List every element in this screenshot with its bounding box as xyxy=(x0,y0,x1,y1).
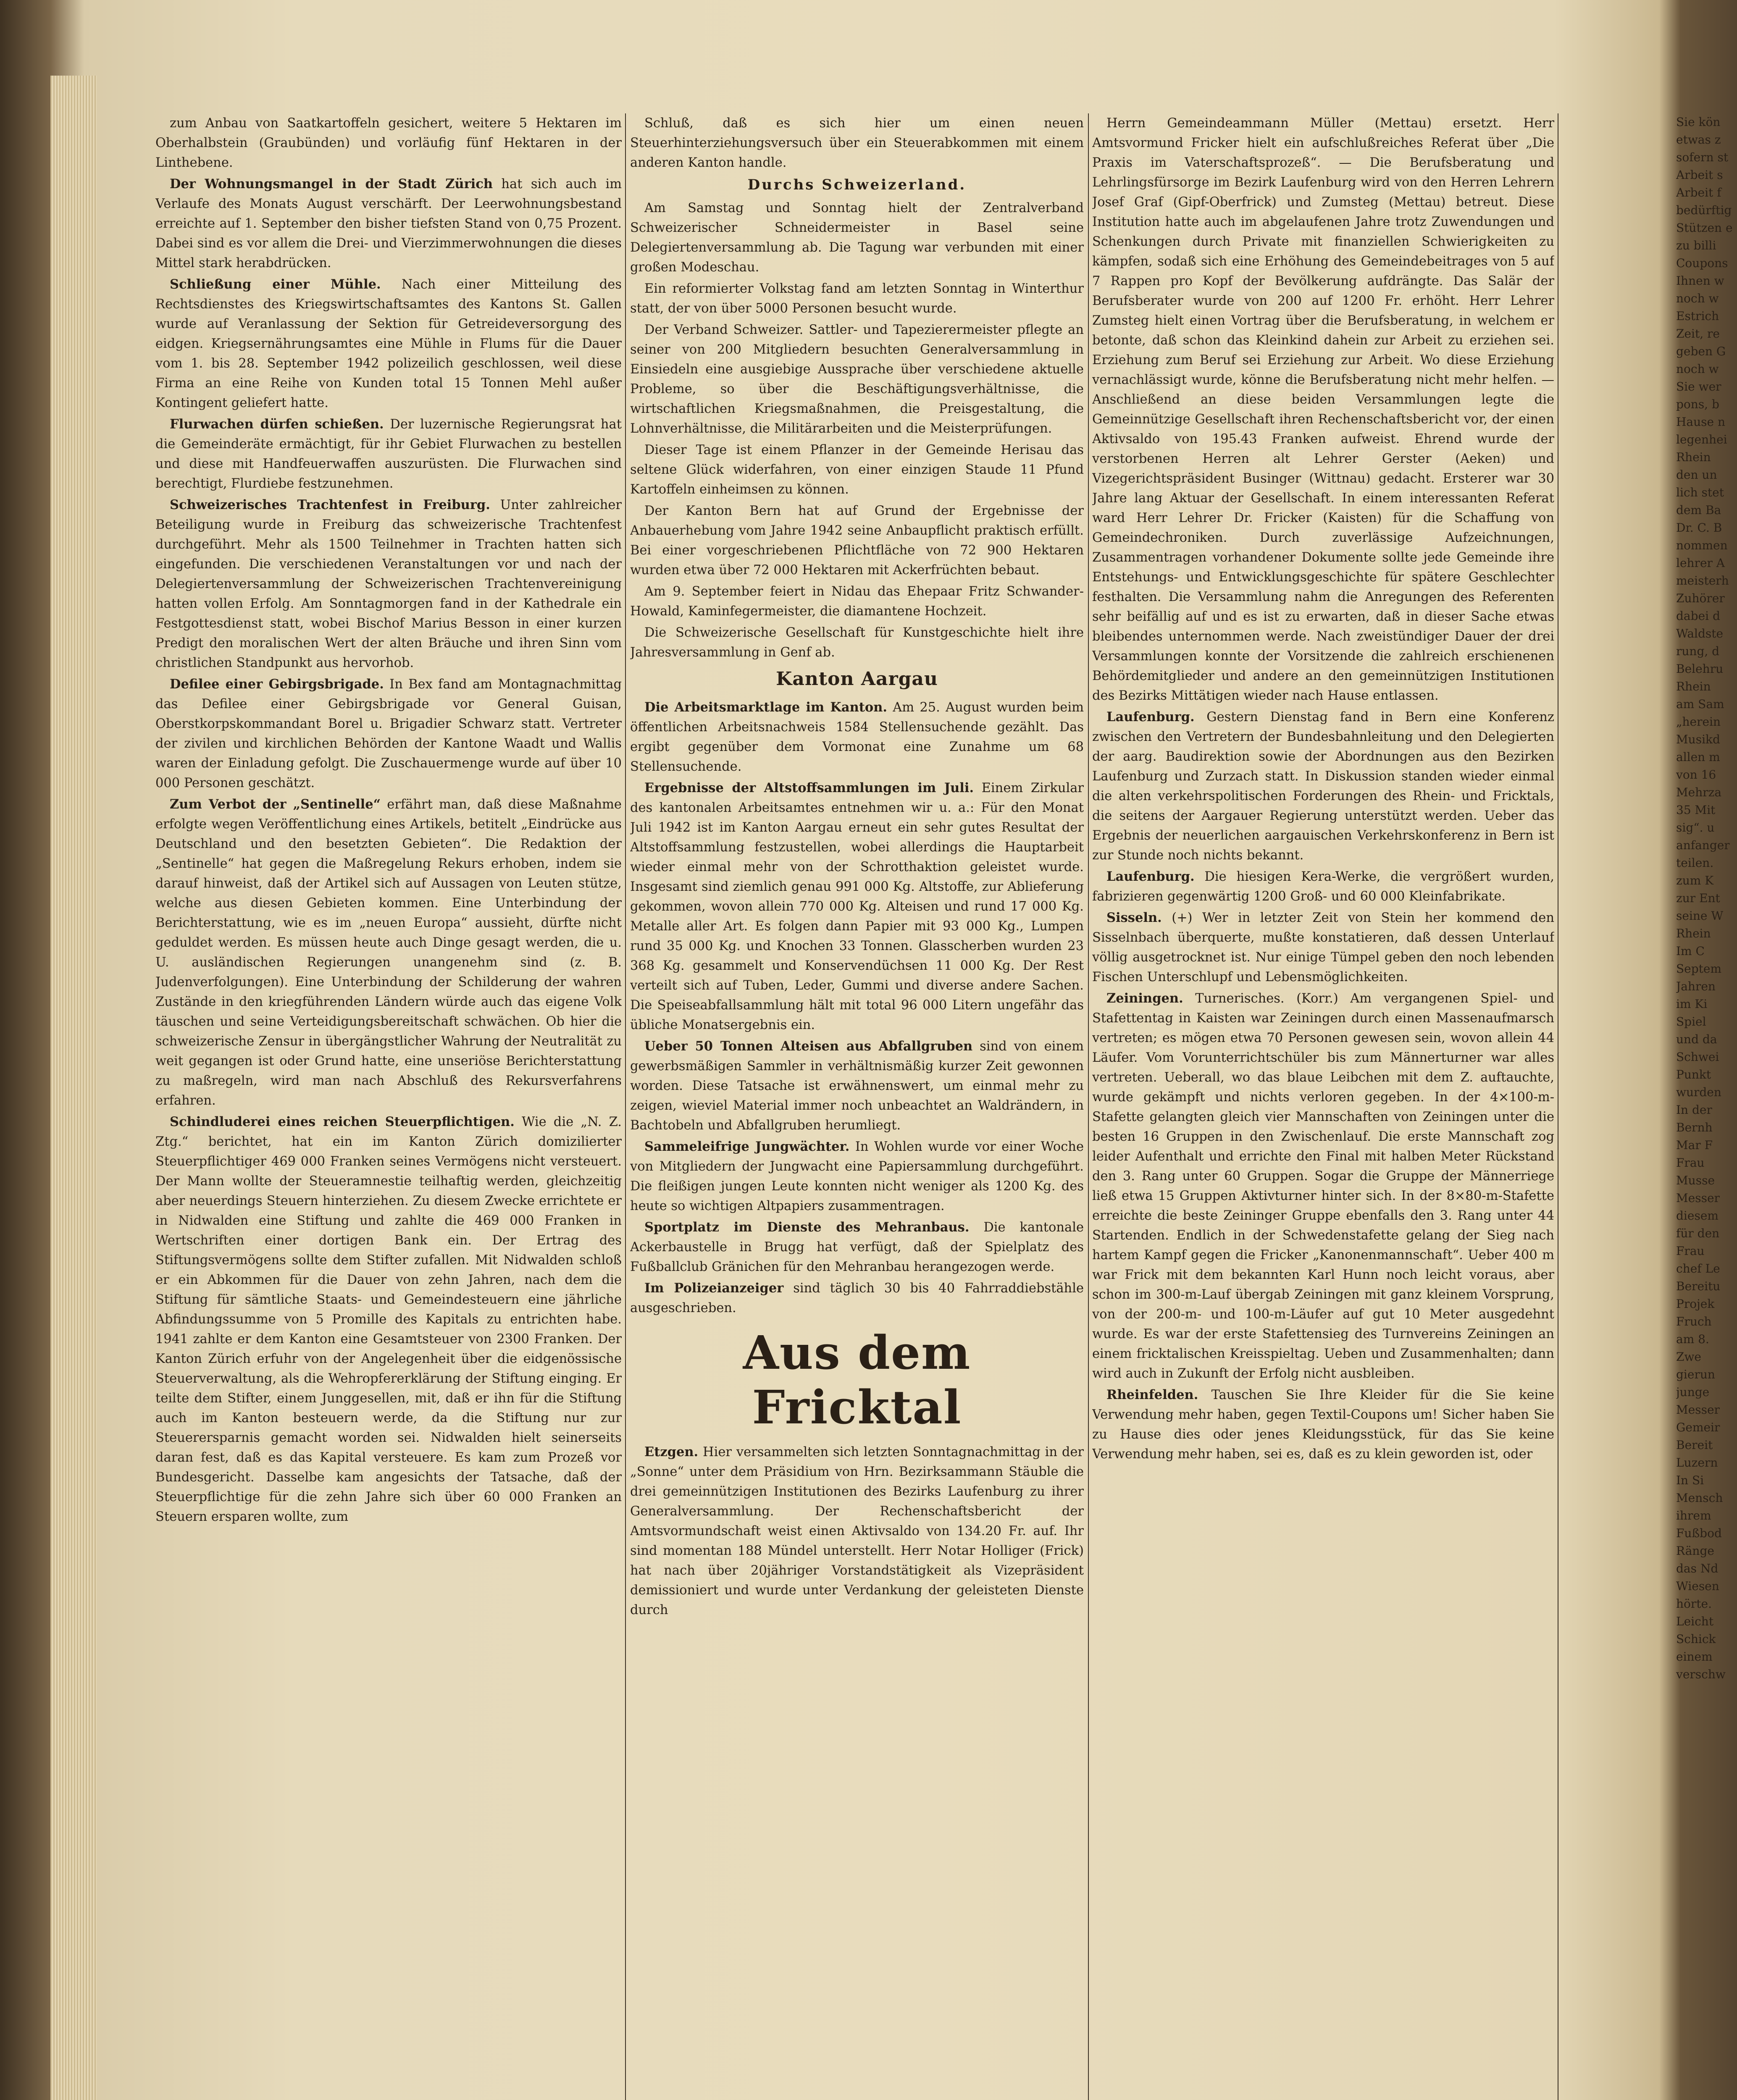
cut-off-line: junge xyxy=(1676,1385,1710,1399)
paragraph: Dieser Tage ist einem Pflanzer in der Gemeinde Herisau das seltene Glück widerfahren, von einer einzigen Staude 11 Pfund Kartoffeln einheimsen zu können. xyxy=(630,443,1084,497)
news-item-text: Wie die „N. Z. Ztg.“ berichtet, hat ein im Kanton Zürich domizilierter Steuerpflichtiger 469 000 Franken seines Vermögens nicht versteuert. Der Mann wollte der Steueramnestie teilhaftig werden, gleichzeitig aber neuerdings Steuern hinterziehen. Zu diesem Zwecke errichtete er in Nidwalden eine Stiftung und zahlte die 469 000 Franken in Wertschriften einer dortigen Bank ein. Der Ertrag des Stiftungsvermögens sollte dem Stifter zufallen. Mit Nidwalden schloß er ein Abkommen für die Dauer von zehn Jahren, nach dem die Stiftung für sämtliche Staats- und Gemeindesteuern eine jährliche Abfindungssumme von 5 Promille des Kapitals zu entrichten habe. 1941 zahlte er dem Kanton eine Gesamtsteuer von 2300 Franken. Der Kanton Zürich erfuhr von der Angelegenheit über die eidgenössische Steuerverwaltung, als die Wehropfererklärung der Stiftung einging. Er teilte dem Stifter, einem Junggesellen, mit, daß er ihn für die Stiftung auch im Kanton besteuern werde, da die Stiftung nur zur Steuerersparnis gemacht worden sei. Nidwalden hielt seinerseits daran fest, daß es das Kapital versteuere. Es kam zum Prozeß vor Bundesgericht. Dasselbe kam angesichts der Tatsache, daß der Steuerpflichtige für die zehn Jahre sich über 60 000 Franken an Steuern ersparen wollte, zum xyxy=(155,1115,622,1524)
cut-off-line: meisterh xyxy=(1676,574,1729,588)
section-heading-aargau: Kanton Aargau xyxy=(776,668,938,690)
news-item xyxy=(1092,867,1554,906)
news-item xyxy=(1092,113,1554,706)
cut-off-line: Musse xyxy=(1676,1173,1715,1187)
news-item-headline: Ueber 50 Tonnen Alteisen aus Abfallgruben xyxy=(644,1039,973,1054)
cut-off-line: bedürftig xyxy=(1676,203,1732,217)
bound-page-edges xyxy=(50,76,97,2100)
paragraph: Am Samstag und Sonntag hielt der Zentralverband Schweizerischer Schneidermeister in Basel seine Delegiertenversammlung ab. Die Tagung war verbunden mit einer großen Modeschau. xyxy=(630,201,1084,275)
news-item-text: zum Anbau von Saatkartoffeln gesichert, weitere 5 Hektaren im Oberhalbstein (Graubünden) und vorläufig fünf Hektaren in der Linthebene. xyxy=(155,116,622,170)
news-item-text: Einem Zirkular des kantonalen Arbeitsamtes entnehmen wir u. a.: Für den Monat Juli 1942 ist im Kanton Aargau erneut ein sehr gutes Resultat der Altstoffsammlung festzustellen, wobei allerdings die Hauptarbeit wieder einmal mehr von der Schrotthaktion geleistet wurde. Insgesamt sind ziemlich genau 991 000 Kg. Altstoffe, zur Ablieferung gekommen, wovon allein 770 000 Kg. Alteisen und rund 17 000 Kg. Metalle aller Art. Es folgen dann Papier mit 93 000 Kg., Lumpen rund 35 000 Kg. und Knochen 33 Tonnen. Glasscherben wurden 23 368 Kg. gesammelt und Konservendüchsen 11 000 Kg. Der Rest verteilt sich auf Tuben, Leder, Gummi und diverse andere Sachen. Die Speiseabfallsammlung hält mit total 96 000 Litern ungefähr das übliche Monatsergebnis ein. xyxy=(630,781,1084,1032)
cut-off-line: zum K xyxy=(1676,874,1714,887)
news-item-headline: Die Arbeitsmarktlage im Kanton. xyxy=(644,700,888,715)
news-item xyxy=(1092,908,1554,987)
cut-off-line: In der xyxy=(1676,1103,1712,1117)
cut-off-line: Rhein xyxy=(1676,450,1711,464)
news-column-2 xyxy=(630,113,1084,2100)
news-item-text: Der luzernische Regierungsrat hat die Gemeinderäte ermächtigt, für ihr Gebiet Flurwachen zu bestellen und diese mit Handfeuerwaffen auszurüsten. Die Flurwachen sind berechtigt, Flurdiebe festzunehmen. xyxy=(155,417,622,491)
section-heading-fricktal: Aus dem Fricktal xyxy=(743,1326,971,1434)
cut-off-line: rung, d xyxy=(1676,644,1720,658)
news-item xyxy=(155,495,622,673)
news-item-text: sind täglich 30 bis 40 Fahrraddiebstähle ausgeschrieben. xyxy=(630,1281,1084,1315)
news-item xyxy=(155,113,622,173)
news-item-headline: Laufenburg. xyxy=(1106,869,1195,884)
cut-off-line: Schick xyxy=(1676,1632,1716,1646)
cut-off-line: Rhein xyxy=(1676,680,1711,693)
cut-off-line: Bereit xyxy=(1676,1438,1713,1452)
news-item-headline: Ergebnisse der Altstoffsammlungen im Juli. xyxy=(644,780,974,795)
cut-off-line: Luzern xyxy=(1676,1456,1718,1470)
news-item-headline: Zum Verbot der „Sentinelle“ xyxy=(170,797,381,812)
news-item-text: Gestern Dienstag fand in Bern eine Konferenz zwischen den Vertretern der Bundesbahnleitung und den Delegierten der aarg. Baudirektion sowie der Abordnungen aus den Bezirken Laufenburg und Zurzach statt. In Diskussion standen wieder einmal die alten verkehrspolitischen Forderungen des Rhein- und Fricktals, die seitens der Aargauer Regierung unterstützt werden. Ueber das Ergebnis der neuerlichen aargauischen Verkehrskonferenz in Bern ist zur Stunde noch nichts bekannt. xyxy=(1092,710,1554,863)
cut-off-line: Zuhörer xyxy=(1676,591,1725,605)
news-item xyxy=(1092,1385,1554,1464)
news-item-text: In Bex fand am Montagnachmittag das Defilee einer Gebirgsbrigade vor General Guisan, Oberstkorpskommandant Borel u. Brigadier Schwarz statt. Vertreter der zivilen und kirchlichen Behörden der Kantone Waadt und Wallis waren der Einladung gefolgt. Die Zuschauermenge wurde auf über 10 000 Personen geschätzt. xyxy=(155,677,622,790)
cut-off-line: Arbeit f xyxy=(1676,186,1721,200)
cut-off-line: am Sam xyxy=(1676,697,1724,711)
cut-off-line: Waldste xyxy=(1676,627,1724,640)
cut-off-line: Wiesen xyxy=(1676,1579,1719,1593)
column-rule xyxy=(1088,113,1089,2100)
schweizerland-section xyxy=(630,198,1084,662)
news-item-headline: Etzgen. xyxy=(644,1444,699,1460)
news-item xyxy=(155,675,622,793)
news-item-text: Hier versammelten sich letzten Sonntagnachmittag in der „Sonne“ unter dem Präsidium von Hrn. Bezirksammann Stäuble die drei gemeinnützigen Institutionen des Bezirks Laufenburg zu ihrer Generalversammlung. Der Rechenschaftsbericht der Amtsvormundschaft weist einen Aktivsaldo von 134.20 Fr. auf. Ihr sind momentan 188 Mündel unterstellt. Herr Notar Holliger (Frick) hat nach über 20jähriger Vorstandstätigkeit als Vizepräsident demissioniert und wurde unter Verdankung der geleisteten Dienste durch xyxy=(630,1445,1084,1617)
cut-off-line: ihrem xyxy=(1676,1509,1711,1522)
cut-off-line: sig“. u xyxy=(1676,821,1715,835)
cut-off-line: legenhei xyxy=(1676,433,1727,446)
cut-off-line: Spiel xyxy=(1676,1015,1706,1029)
news-item-text: Die hiesigen Kera-Werke, die vergrößert wurden, fabrizieren gegenwärtig 1200 Groß- und 60 000 Kleinfabrikate. xyxy=(1092,869,1554,904)
cut-off-line: lehrer A xyxy=(1676,556,1725,570)
cut-off-line: am 8. xyxy=(1676,1332,1709,1346)
paragraph: Der Kanton Bern hat auf Grund der Ergebnisse der Anbauerhebung vom Jahre 1942 seine Anbaupflicht praktisch erfüllt. Bei einer vorgeschriebenen Pflichtfläche von 72 900 Hektaren wurden etwa über 72 000 Hektaren mit Ackerfrüchten bebaut. xyxy=(630,504,1084,578)
cut-off-line: das Nd xyxy=(1676,1562,1719,1575)
cut-off-line: Rhein xyxy=(1676,927,1711,940)
news-item-headline: Sammeleifrige Jungwächter. xyxy=(644,1139,850,1154)
cut-off-line: den un xyxy=(1676,468,1717,482)
news-column-3 xyxy=(1092,113,1554,2100)
cut-off-line: pons, b xyxy=(1676,397,1719,411)
news-item-headline: Sisseln. xyxy=(1106,910,1162,925)
cut-off-line: Ränge xyxy=(1676,1544,1714,1558)
article-text: Schluß, daß es sich hier um einen neuen Steuerhinterziehungsversuch über ein Steuerabkommen mit einem anderen Kanton handle. xyxy=(630,116,1084,170)
paragraph: Ein reformierter Volkstag fand am letzten Sonntag in Winterthur statt, der von über 5000 Personen besucht wurde. xyxy=(630,281,1084,316)
news-item-text: Herrn Gemeindeammann Müller (Mettau) ersetzt. Herr Amtsvormund Fricker hielt ein aufschlußreiches Referat über „Die Praxis im Vaterschaftsprozeß“. — Die Berufsberatung und Lehrlingsfürsorge im Bezirk Laufenburg wird von den Herren Lehrern Josef Graf (Gipf-Oberfrick) und Zumsteg (Mettau) betreut. Diese Institution hatte auch im abgelaufenen Jahre trotz Zuwendungen und Schenkungen durch Private mit finanziellen Schwierigkeiten zu kämpfen, sodaß sich eine Erhöhung des Gemeindebeitrages von 5 auf 7 Rappen pro Kopf der Bevölkerung aufdrängte. Das Salär der Berufsberater wurde von 200 auf 1200 Fr. erhöht. Herr Lehrer Zumsteg hielt einen Vortrag über die Berufsberatung, in welchem er betonte, daß schon das Kleinkind dahein zur Arbeit zu erziehen sei. Erziehung zum Beruf sei Erziehung zur Arbeit. Wo diese Erziehung vernachlässigt wurde, könne die Berufsberatung nicht mehr helfen. — Anschließend an diese beiden Versammlungen legte die Gemeinnützige Gesellschaft ihren Rechenschaftsbericht vor, der einen Aktivsaldo von 195.43 Franken aufweist. Ehrend wurde der verstorbenen Herren alt Lehrer Gerster (Aeken) und Vizegerichtspräsident Businger (Wittnau) gedacht. Ersterer war 30 Jahre lang Aktuar der Gesellschaft. In einem interessanten Referat ward Herr Lehrer Dr. Fricker (Kaisten) für die Schaffung von Gemeindechroniken. Durch zuverlässige Aufzeichnungen, Zusammentragen vorhandener Dokumente sollte jede Gemeinde ihre Entstehungs- und Entwicklungsgeschichte für spätere Geschlechter festhalten. Die Versammlung nahm die Anregungen des Referenten sehr beifällig auf und es ist zu erwarten, daß in dieser Sache etwas bleibendes unternommen werde. Nach zweistündiger Dauer der drei Versammlungen konnte der Vorsitzende die zahlreich erschienenen Behördemitglieder und andere an den gemeinnützigen Institutionen des Bezirks Mittätigen wieder nach Hause entlassen. xyxy=(1092,116,1554,703)
cut-off-line: sofern st xyxy=(1676,150,1729,164)
paragraph: Die Schweizerische Gesellschaft für Kunstgeschichte hielt ihre Jahresversammlung in Genf ab. xyxy=(630,625,1084,660)
news-item-headline: Im Polizeianzeiger xyxy=(644,1281,784,1296)
news-item-text: (+) Wer in letzter Zeit von Stein her kommend den Sisselnbach überquerte, mußte konstatieren, daß dessen Unterlauf völlig ausgetrocknet ist. Nur einige Tümpel geben den noch lebenden Fischen Unterschlupf und Lebensmöglichkeiten. xyxy=(1092,911,1554,984)
news-item xyxy=(630,1278,1084,1318)
cut-off-line: im Ki xyxy=(1676,997,1708,1011)
news-item-headline: Schindluderei eines reichen Steuerpflichtigen. xyxy=(170,1114,515,1129)
news-item-headline: Schweizerisches Trachtenfest in Freiburg. xyxy=(170,497,490,512)
cut-off-line: Musikd xyxy=(1676,732,1720,746)
cut-off-line: Bernh xyxy=(1676,1121,1713,1134)
news-item xyxy=(630,778,1084,1035)
column-rule xyxy=(625,113,626,2100)
news-item xyxy=(1092,707,1554,865)
cut-off-line: und da xyxy=(1676,1032,1717,1046)
cut-off-line: geben G xyxy=(1676,344,1726,358)
news-item-text: In Wohlen wurde vor einer Woche von Mitgliedern der Jungwacht eine Papiersammlung durchgeführt. Die fleißigen jungen Leute konnten nicht weniger als 1200 Kg. des heute so wichtigen Altpapiers zusammentragen. xyxy=(630,1139,1084,1213)
cut-off-line: Stützen e xyxy=(1676,221,1733,235)
news-item-text: Turnerisches. (Korr.) Am vergangenen Spiel- und Stafettentag in Kaisten war Zeiningen durch einen Massenaufmarsch vertreten; es mögen etwa 70 Personen gewesen sein, wovon allein 44 Läufer. Vom Vorunterrichtschüler bis zum Männerturner war alles vertreten. Ueberall, wo das blaue Leibchen mit dem Z. auftauchte, wurde gekämpft und nichts verloren gegeben. In der 4×100-m-Stafette gelangten gleich vier Mannschaften von Zeiningen unter die besten 16 Gruppen in den Zwischenlauf. Die erste Mannschaft zog leider Aufenthalt und errichte den Final mit halben Meter Rückstand den 3. Rang unter 60 Gruppen. Sogar die Gruppe der Männerriege ließ etwa 15 Gruppen Aktivturner hinter sich. In der 8×80-m-Stafette erreichte die beste Zeininger Gruppe ebenfalls den 3. Rang unter 44 Startenden. Endlich in der Schwedenstafette gelang der Sieg nach hartem Kampf gegen die Fricker „Kanonenmannschaft“. Ueber 400 m war Frick mit dem bekannten Karl Hunn noch leicht voraus, aber schon im 300-m-Lauf übergab Zeiningen mit ganz kleinem Vorsprung, von der 200-m- und 100-m-Läufer auf gut 10 Meter ausgedehnt wurde. Es war der erste Stafettensieg des Turnvereins Zeiningen an einem fricktalischen Kreisspieltag. Ueben und Zusammenhalten; dann wird auch in Zukunft der Erfolg nicht ausbleiben. xyxy=(1092,991,1554,1381)
paragraph: Am 9. September feiert in Nidau das Ehepaar Fritz Schwander-Howald, Kaminfegermeister, die diamantene Hochzeit. xyxy=(630,584,1084,619)
cut-off-line: Frau xyxy=(1676,1156,1705,1170)
cut-off-line: teilen. xyxy=(1676,856,1714,870)
cut-off-line: Septem xyxy=(1676,962,1722,976)
cut-off-line: zur Ent xyxy=(1676,891,1720,905)
cut-off-line: In Si xyxy=(1676,1473,1704,1487)
cut-off-line: Sie kön xyxy=(1676,115,1721,129)
news-item-text: Die kantonale Ackerbaustelle in Brugg hat verfügt, daß der Spielplatz des Fußballclub Gränichen für den Mehranbau herangezogen werde. xyxy=(630,1220,1084,1274)
cut-off-line: Frau xyxy=(1676,1244,1705,1258)
news-item-headline: Laufenburg. xyxy=(1106,709,1195,724)
cut-off-line: Dr. C. B xyxy=(1676,521,1722,535)
news-item xyxy=(630,1218,1084,1277)
news-item xyxy=(155,415,622,494)
cut-off-line: Fruch xyxy=(1676,1315,1712,1328)
cut-off-line: verschw xyxy=(1676,1667,1726,1681)
cut-off-line: Ihnen w xyxy=(1676,274,1724,288)
cut-off-line: Mensch xyxy=(1676,1491,1723,1505)
cut-off-line: Messer xyxy=(1676,1191,1720,1205)
news-item-text: Tauschen Sie Ihre Kleider für die Sie keine Verwendung mehr haben, gegen Textil-Coupons um! Sicher haben Sie zu Hause dies oder jenes Kleidungsstück, für das Sie keine Verwendung mehr haben, sei es, daß es zu klein geworden ist, oder xyxy=(1092,1388,1554,1462)
news-item-headline: Der Wohnungsmangel in der Stadt Zürich xyxy=(170,176,493,192)
cut-off-line: Punkt xyxy=(1676,1068,1711,1082)
cut-off-line: von 16 xyxy=(1676,768,1716,782)
aargau-section xyxy=(630,698,1084,1318)
fricktal-section xyxy=(630,1442,1084,1620)
news-item xyxy=(1092,989,1554,1383)
news-column-1 xyxy=(155,113,622,2100)
cut-off-line: Zwe xyxy=(1676,1350,1701,1364)
news-item-headline: Schließung einer Mühle. xyxy=(170,277,381,292)
cut-off-line: Arbeit s xyxy=(1676,168,1723,182)
news-item-text: Am 25. August wurden beim öffentlichen Arbeitsnachweis 1584 Stellensuchende gezählt. Das ergibt gegenüber dem Vormonat eine Zunahme um 68 Stellensuchende. xyxy=(630,700,1084,774)
news-item-text: erfährt man, daß diese Maßnahme erfolgte wegen Veröffentlichung eines Artikels, betitelt „Eindrücke aus Deutschland und den besetzten Gebieten“. Die Redaktion der „Sentinelle“ hat gegen die Maßregelung Rekurs erhoben, indem sie darauf hinweist, daß der Artikel sich auf Aussagen von Leuten stütze, welche aus diesen Gebieten kommen. Eine Unterbindung der Berichterstattung, wie es im „neuen Europa“ aussieht, dürfte nicht geduldet werden. Es müssen heute auch Dinge gesagt werden, die u. U. ausländischen Regierungen unangenehm sind (z. B. Judenverfolgungen). Eine Unterbindung der Schilderung der wahren Zustände in den kriegführenden Ländern würde auch das eigene Volk täuschen und seine Verteidigungsbereitschaft schwächen. Ob hier die schweizerische Zensur in übergängstlicher Wahrung der Neutralität zu weit gegangen ist oder Grund hatte, eine unseriöse Berichterstattung zu maßregeln, wird man nach Abschluß des Rekursverfahrens erfahren. xyxy=(155,797,622,1108)
news-item-headline: Defilee einer Gebirgsbrigade. xyxy=(170,677,384,692)
cut-off-line: „herein xyxy=(1676,715,1721,729)
cut-off-line: gierun xyxy=(1676,1368,1715,1381)
paragraph: Der Verband Schweizer. Sattler- und Tapezierermeister pflegte an seiner von 200 Mitgliedern besuchten Generalversammlung in Einsiedeln eine ausgiebige Aussprache über verschiedene aktuelle Probleme, so über die Beschäftigungsverhältnisse, die wirtschaftlichen Kriegsmaßnahmen, die Preisgestaltung, die Lohnverhältnisse, die Militärarbeiten und die Meisterprüfungen. xyxy=(630,323,1084,436)
news-item-headline: Flurwachen dürfen schießen. xyxy=(170,417,384,432)
cut-off-line: Projek xyxy=(1676,1297,1715,1311)
cut-off-line: chef Le xyxy=(1676,1262,1720,1276)
cut-off-line: Sie wer xyxy=(1676,380,1721,394)
cut-off-line: Leicht xyxy=(1676,1614,1714,1628)
cut-off-line: nommen xyxy=(1676,538,1728,552)
cut-off-line: Schwei xyxy=(1676,1050,1719,1064)
cut-off-line: Bereitu xyxy=(1676,1279,1721,1293)
cut-off-line: für den xyxy=(1676,1226,1720,1240)
cut-off-line: einem xyxy=(1676,1650,1713,1664)
cut-off-line: wurden xyxy=(1676,1085,1721,1099)
news-item xyxy=(630,1037,1084,1135)
news-item xyxy=(155,795,622,1110)
cut-off-line: lich stet xyxy=(1676,486,1724,499)
next-page-edge-column xyxy=(1676,113,1737,2100)
news-item-headline: Sportplatz im Dienste des Mehranbaus. xyxy=(644,1220,970,1235)
cut-off-line: noch w xyxy=(1676,291,1719,305)
news-item xyxy=(630,1442,1084,1620)
cut-off-line: Coupons xyxy=(1676,256,1728,270)
cut-off-line: allen m xyxy=(1676,750,1720,764)
news-item xyxy=(155,275,622,413)
cut-off-line: hörte. xyxy=(1676,1597,1712,1611)
cut-off-line: etwas z xyxy=(1676,133,1721,147)
cut-off-line: Gemeir xyxy=(1676,1420,1720,1434)
cut-off-line: seine W xyxy=(1676,909,1724,923)
cut-off-line: Zeit, re xyxy=(1676,327,1720,341)
cut-off-line: Messer xyxy=(1676,1403,1720,1417)
cut-off-line: dem Ba xyxy=(1676,503,1721,517)
cut-off-line: Belehru xyxy=(1676,662,1724,676)
news-item-text: sind von einem gewerbsmäßigen Sammler in verhältnismäßig kurzer Zeit gewonnen worden. Diese Tatsache ist erwähnenswert, um einmal mehr zu zeigen, wieviel Material immer noch unbeachtet an Waldrändern, in Bachtobeln und Abfallgruben herumliegt. xyxy=(630,1039,1084,1133)
cut-off-line: dabei d xyxy=(1676,609,1720,623)
news-item-headline: Rheinfelden. xyxy=(1106,1387,1198,1402)
cut-off-line: Jahren xyxy=(1676,979,1716,993)
news-item-text: Unter zahlreicher Beteiligung wurde in Freiburg das schweizerische Trachtenfest durchgeführt. Mehr als 1500 Teilnehmer in Trachten hatten sich eingefunden. Die verschiedenen Veranstaltungen vor und nach der Delegiertenversammlung der Schweizerischen Trachtenvereinigung hatten vollen Erfolg. Am Sonntagmorgen fand in der Kathedrale ein Festgottesdienst statt, wobei Bischof Marius Besson in einer kurzen Predigt den moralischen Wert der alten Bräuche und ihren Sinn vom christlichen Standpunkt aus hervorhob. xyxy=(155,498,622,670)
section-heading-schweizerland: Durchs Schweizerland. xyxy=(747,176,967,193)
news-item-headline: Zeiningen. xyxy=(1106,991,1183,1006)
cut-off-line: noch w xyxy=(1676,362,1719,376)
cut-off-line: Im C xyxy=(1676,944,1705,958)
cut-off-line: anfanger xyxy=(1676,838,1730,852)
news-item xyxy=(630,698,1084,777)
cut-off-line: Estrich xyxy=(1676,309,1719,323)
cut-off-line: Mehrza xyxy=(1676,785,1722,799)
news-item xyxy=(630,1137,1084,1216)
cut-off-line: Hause n xyxy=(1676,415,1726,429)
news-item-text: hat sich auch im Verlaufe des Monats August verschärft. Der Leerwohnungsbestand erreichte auf 1. September den bisher tiefsten Stand von 0,75 Prozent. Dabei sind es vor allem die Drei- und Vierzimmerwohnungen die dieses Mittel stark herabdrücken. xyxy=(155,177,622,270)
cut-off-line: Fußbod xyxy=(1676,1526,1722,1540)
cut-off-line: diesem xyxy=(1676,1209,1719,1223)
news-item xyxy=(155,1112,622,1527)
news-item xyxy=(155,174,622,273)
cut-off-line: zu billi xyxy=(1676,239,1716,252)
news-item-text: Nach einer Mitteilung des Rechtsdienstes des Kriegswirtschaftsamtes des Kantons St. Gallen wurde auf Veranlassung der Sektion für Getreideversorgung des eidgen. Kriegsernährungsamtes eine Mühle in Flums für die Dauer vom 1. bis 28. September 1942 polizeilich geschlossen, weil diese Firma an eine Reihe von Kunden total 15 Tonnen Mehl außer Kontingent geliefert hatte. xyxy=(155,277,622,410)
cut-off-line: Mar F xyxy=(1676,1138,1713,1152)
cut-off-line: 35 Mit xyxy=(1676,803,1716,817)
